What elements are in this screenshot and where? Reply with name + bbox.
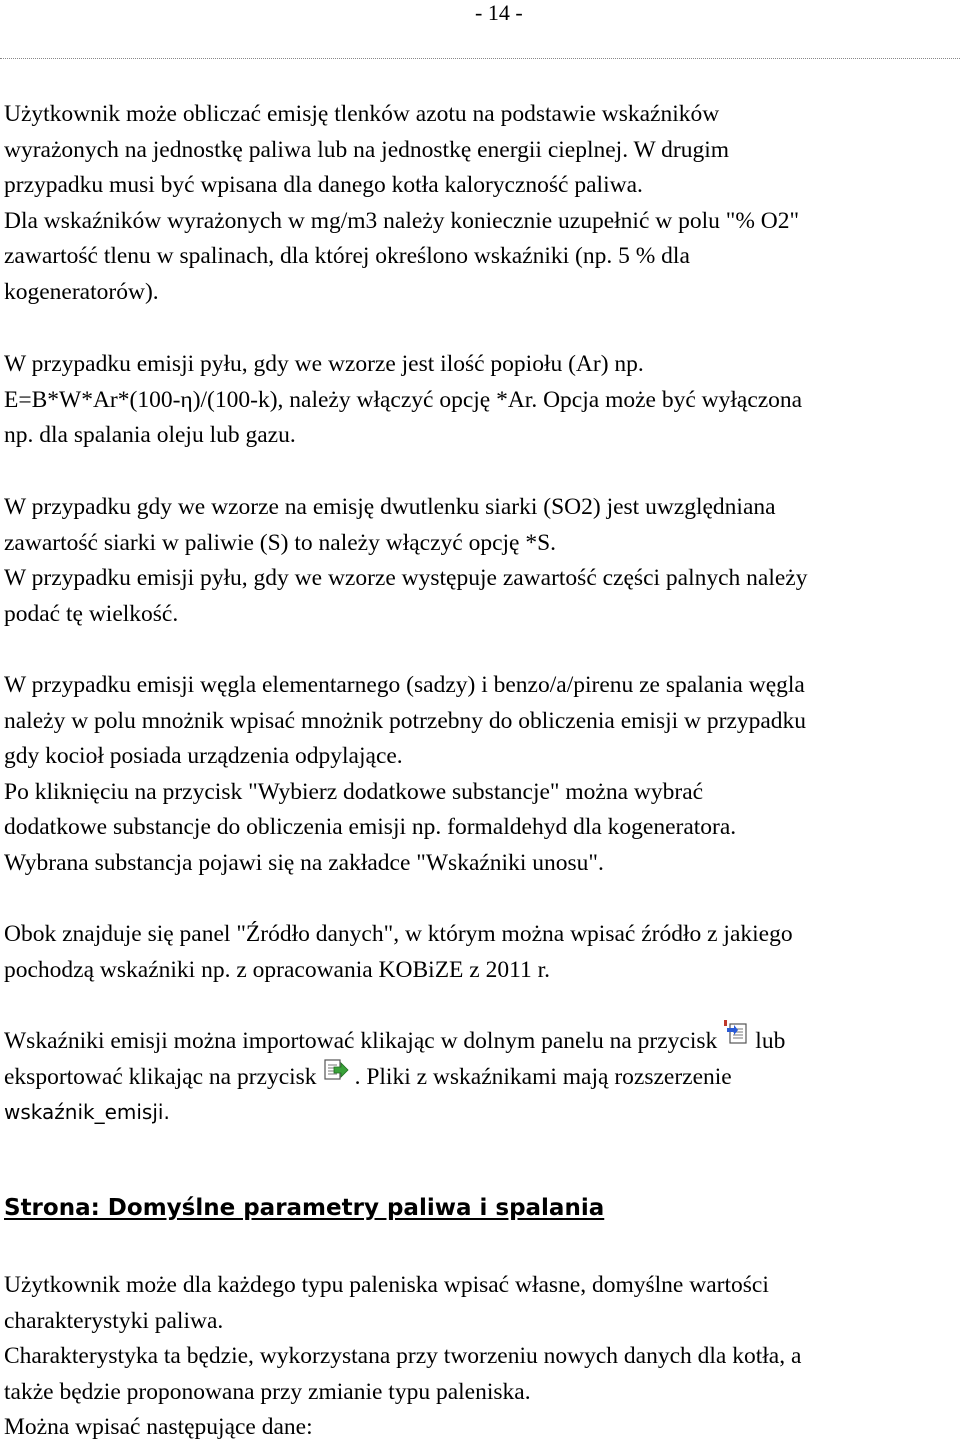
paragraph-nox-indicators bbox=[4, 97, 954, 311]
export-text-extension: . Pliki z wskaźnikami mają rozszerzenie bbox=[354, 1063, 732, 1090]
page-number: - 14 - bbox=[475, 0, 523, 25]
text-line: Dla wskaźników wyrażonych w mg/m3 należy koniecznie uzupełnić w polu "% O2" bbox=[4, 207, 800, 234]
text-line: dodatkowe substancje do obliczenia emisji np. formaldehyd dla kogeneratora. bbox=[4, 814, 737, 841]
file-extension: wskaźnik_emisji. bbox=[4, 1100, 170, 1125]
text-line: Użytkownik może dla każdego typu paleniska wpisać własne, domyślne wartości bbox=[4, 1272, 769, 1298]
text-line: charakterystyki paliwa. bbox=[4, 1307, 224, 1334]
text-line: Można wpisać następujące dane: bbox=[4, 1414, 313, 1441]
text-line: Po kliknięciu na przycisk "Wybierz dodatkowe substancje" można wybrać bbox=[4, 778, 704, 805]
text-line: Charakterystyka ta będzie, wykorzystana przy tworzeniu nowych danych dla kotła, a bbox=[4, 1343, 802, 1370]
section-heading: Strona: Domyślne parametry paliwa i spalania bbox=[4, 1195, 605, 1221]
text-line: kogeneratorów). bbox=[4, 278, 159, 305]
text-line: pochodzą wskaźniki np. z opracowania KOBiZE z 2011 r. bbox=[4, 956, 550, 983]
text-line bbox=[4, 1024, 954, 1060]
text-line: przypadku musi być wpisana dla danego kotła kaloryczność paliwa. bbox=[4, 172, 643, 199]
text-line: także będzie proponowana przy zmianie typu paleniska. bbox=[4, 1378, 531, 1405]
text-line: zawartość tlenu w spalinach, dla której określono wskaźniki (np. 5 % dla bbox=[4, 243, 690, 270]
text-line: podać tę wielkość. bbox=[4, 600, 179, 627]
paragraph-dust-ash bbox=[4, 347, 954, 454]
import-icon bbox=[723, 1024, 749, 1054]
text-line: E=B*W*Ar*(100-η)/(100-k), należy włączyć opcję *Ar. Opcja może być wyłączona bbox=[4, 386, 803, 413]
paragraph-default-fuel-params bbox=[4, 1268, 954, 1446]
paragraph-soot-multiplier bbox=[4, 668, 954, 882]
text-line: wyrażonych na jednostkę paliwa lub na jednostkę energii cieplnej. W drugim bbox=[4, 136, 730, 163]
text-line: W przypadku emisji pyłu, gdy we wzorze jest ilość popiołu (Ar) np. bbox=[4, 351, 644, 377]
text-line: W przypadku gdy we wzorze na emisję dwutlenku siarki (SO2) jest uwzględniana bbox=[4, 494, 776, 520]
export-icon bbox=[323, 1060, 349, 1090]
text-line: Obok znajduje się panel "Źródło danych", w którym można wpisać źródło z jakiego bbox=[4, 921, 793, 947]
text-line: Użytkownik może obliczać emisję tlenków azotu na podstawie wskaźników bbox=[4, 101, 720, 127]
paragraph-import-export bbox=[4, 1024, 954, 1131]
text-line: Wybrana substancja pojawi się na zakładce "Wskaźniki unosu". bbox=[4, 849, 604, 876]
header-divider bbox=[0, 58, 960, 59]
import-text-or: lub bbox=[755, 1028, 786, 1054]
text-line: np. dla spalania oleju lub gazu. bbox=[4, 422, 296, 449]
text-line: zawartość siarki w paliwie (S) to należy włączyć opcję *S. bbox=[4, 529, 557, 556]
paragraph-data-source bbox=[4, 917, 954, 988]
import-text: Wskaźniki emisji można importować klikając w dolnym panelu na przycisk bbox=[4, 1028, 718, 1054]
text-line: W przypadku emisji pyłu, gdy we wzorze występuje zawartość części palnych należy bbox=[4, 565, 808, 592]
text-line: W przypadku emisji węgla elementarnego (sadzy) i benzo/a/pirenu ze spalania węgla bbox=[4, 672, 805, 698]
text-line: gdy kocioł posiada urządzenia odpylające. bbox=[4, 743, 403, 770]
export-text: eksportować klikając na przycisk bbox=[4, 1063, 317, 1090]
text-line: należy w polu mnożnik wpisać mnożnik potrzebny do obliczenia emisji w przypadku bbox=[4, 707, 807, 734]
paragraph-sulfur bbox=[4, 490, 954, 632]
text-line bbox=[4, 1060, 954, 1096]
